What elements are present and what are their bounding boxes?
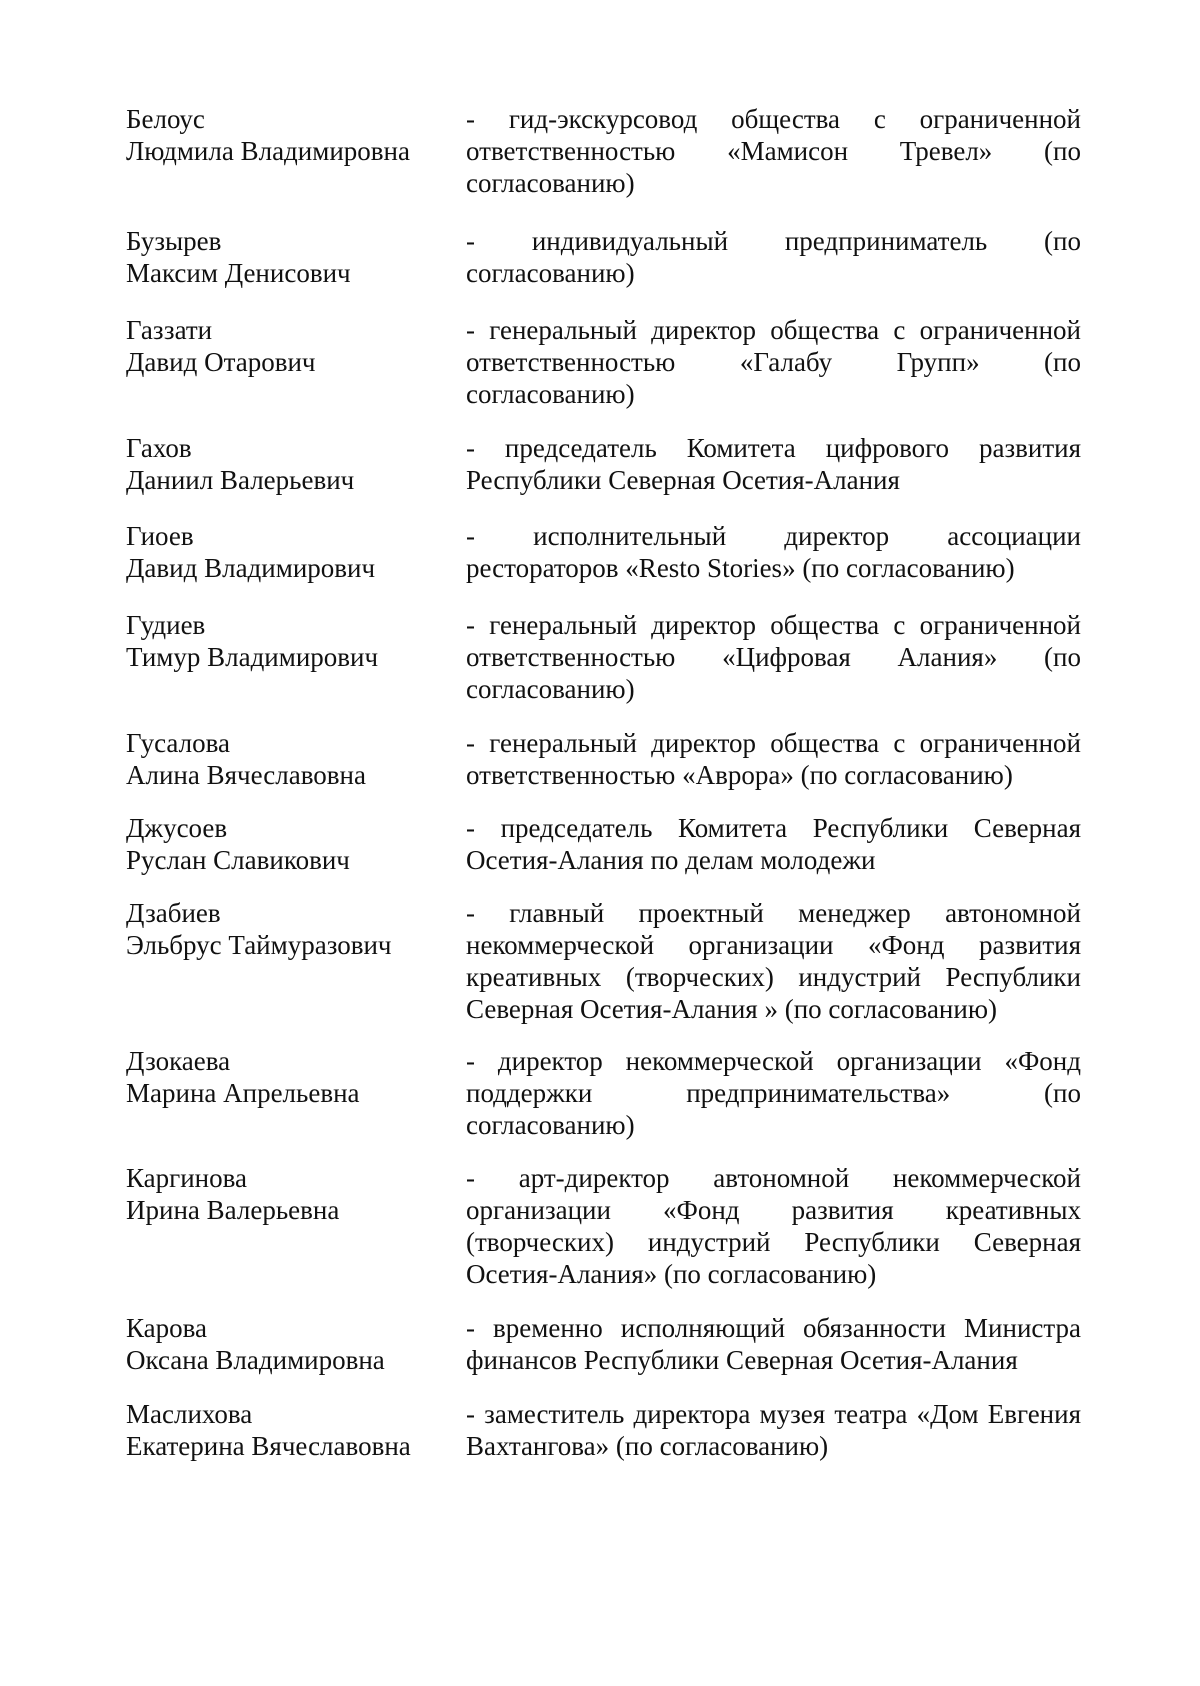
member-entry xyxy=(126,1162,1081,1290)
member-surname: Дзабиев xyxy=(126,898,221,928)
member-surname: Каргинова xyxy=(126,1163,247,1193)
member-name xyxy=(126,432,466,496)
member-role: - индивидуальный предприниматель (по согласованию) xyxy=(466,226,1081,288)
member-given-names: Людмила Владимировна xyxy=(126,136,410,166)
member-name xyxy=(126,1045,466,1141)
member-given-names: Эльбрус Таймуразович xyxy=(126,930,392,960)
member-entry xyxy=(126,1045,1081,1141)
member-name xyxy=(126,812,466,876)
member-role: - председатель Комитета цифрового развития Республики Северная Осетия-Алания xyxy=(466,433,1081,495)
member-role: - заместитель директора музея театра «Дом Евгения Вахтангова» (по согласованию) xyxy=(466,1399,1081,1461)
member-given-names: Даниил Валерьевич xyxy=(126,465,355,495)
member-given-names: Руслан Славикович xyxy=(126,845,350,875)
member-surname: Бузырев xyxy=(126,226,222,256)
member-role: - исполнительный директор ассоциации рестораторов «Resto Stories» (по согласованию) xyxy=(466,521,1081,583)
member-name xyxy=(126,1398,466,1462)
member-role: - директор некоммерческой организации «Фонд поддержки предпринимательства» (по согласованию) xyxy=(466,1046,1081,1140)
member-surname: Дзокаева xyxy=(126,1046,231,1076)
member-name xyxy=(126,103,466,199)
member-name xyxy=(126,1162,466,1290)
member-role: - генеральный директор общества с ограниченной ответственностью «Цифровая Алания» (по согласованию) xyxy=(466,610,1081,704)
member-given-names: Оксана Владимировна xyxy=(126,1345,385,1375)
member-role: - главный проектный менеджер автономной некоммерческой организации «Фонд развития креативных (творческих) индустрий Республики Северная Осетия-Алания » (по согласованию) xyxy=(466,898,1081,1024)
member-entry xyxy=(126,314,1081,410)
member-name xyxy=(126,609,466,705)
member-surname: Джусоев xyxy=(126,813,228,843)
member-entry xyxy=(126,897,1081,1025)
member-entry xyxy=(126,225,1081,289)
member-surname: Газзати xyxy=(126,315,213,345)
member-role: - генеральный директор общества с ограниченной ответственностью «Аврора» (по согласованию) xyxy=(466,728,1081,790)
member-given-names: Тимур Владимирович xyxy=(126,642,379,672)
member-name xyxy=(126,314,466,410)
member-name xyxy=(126,225,466,289)
member-entry xyxy=(126,1312,1081,1376)
member-entry xyxy=(126,609,1081,705)
member-role: - временно исполняющий обязанности Министра финансов Республики Северная Осетия-Алания xyxy=(466,1313,1081,1375)
member-role: - гид-экскурсовод общества с ограниченной ответственностью «Мамисон Тревел» (по согласованию) xyxy=(466,104,1081,198)
member-surname: Карова xyxy=(126,1313,208,1343)
member-given-names: Ирина Валерьевна xyxy=(126,1195,340,1225)
member-surname: Гахов xyxy=(126,433,192,463)
member-name xyxy=(126,727,466,791)
member-name xyxy=(126,1312,466,1376)
member-role: - генеральный директор общества с ограниченной ответственностью «Галабу Групп» (по согласованию) xyxy=(466,315,1081,409)
member-surname: Белоус xyxy=(126,104,205,134)
member-given-names: Марина Апрельевна xyxy=(126,1078,360,1108)
member-surname: Маслихова xyxy=(126,1399,253,1429)
member-entry xyxy=(126,103,1081,199)
member-given-names: Давид Владимирович xyxy=(126,553,376,583)
member-name xyxy=(126,897,466,1025)
member-entry xyxy=(126,520,1081,584)
member-entry xyxy=(126,1398,1081,1462)
member-role: - арт-директор автономной некоммерческой организации «Фонд развития креативных (творческих) индустрий Республики Северная Осетия-Алания» (по согласованию) xyxy=(466,1163,1081,1289)
member-given-names: Давид Отарович xyxy=(126,347,316,377)
member-surname: Гудиев xyxy=(126,610,206,640)
member-entry xyxy=(126,432,1081,496)
member-surname: Гусалова xyxy=(126,728,230,758)
member-entry xyxy=(126,727,1081,791)
member-surname: Гиоев xyxy=(126,521,194,551)
member-given-names: Екатерина Вячеславовна xyxy=(126,1431,411,1461)
member-role: - председатель Комитета Республики Северная Осетия-Алания по делам молодежи xyxy=(466,813,1081,875)
member-entry xyxy=(126,812,1081,876)
member-given-names: Алина Вячеславовна xyxy=(126,760,366,790)
member-given-names: Максим Денисович xyxy=(126,258,351,288)
member-name xyxy=(126,520,466,584)
